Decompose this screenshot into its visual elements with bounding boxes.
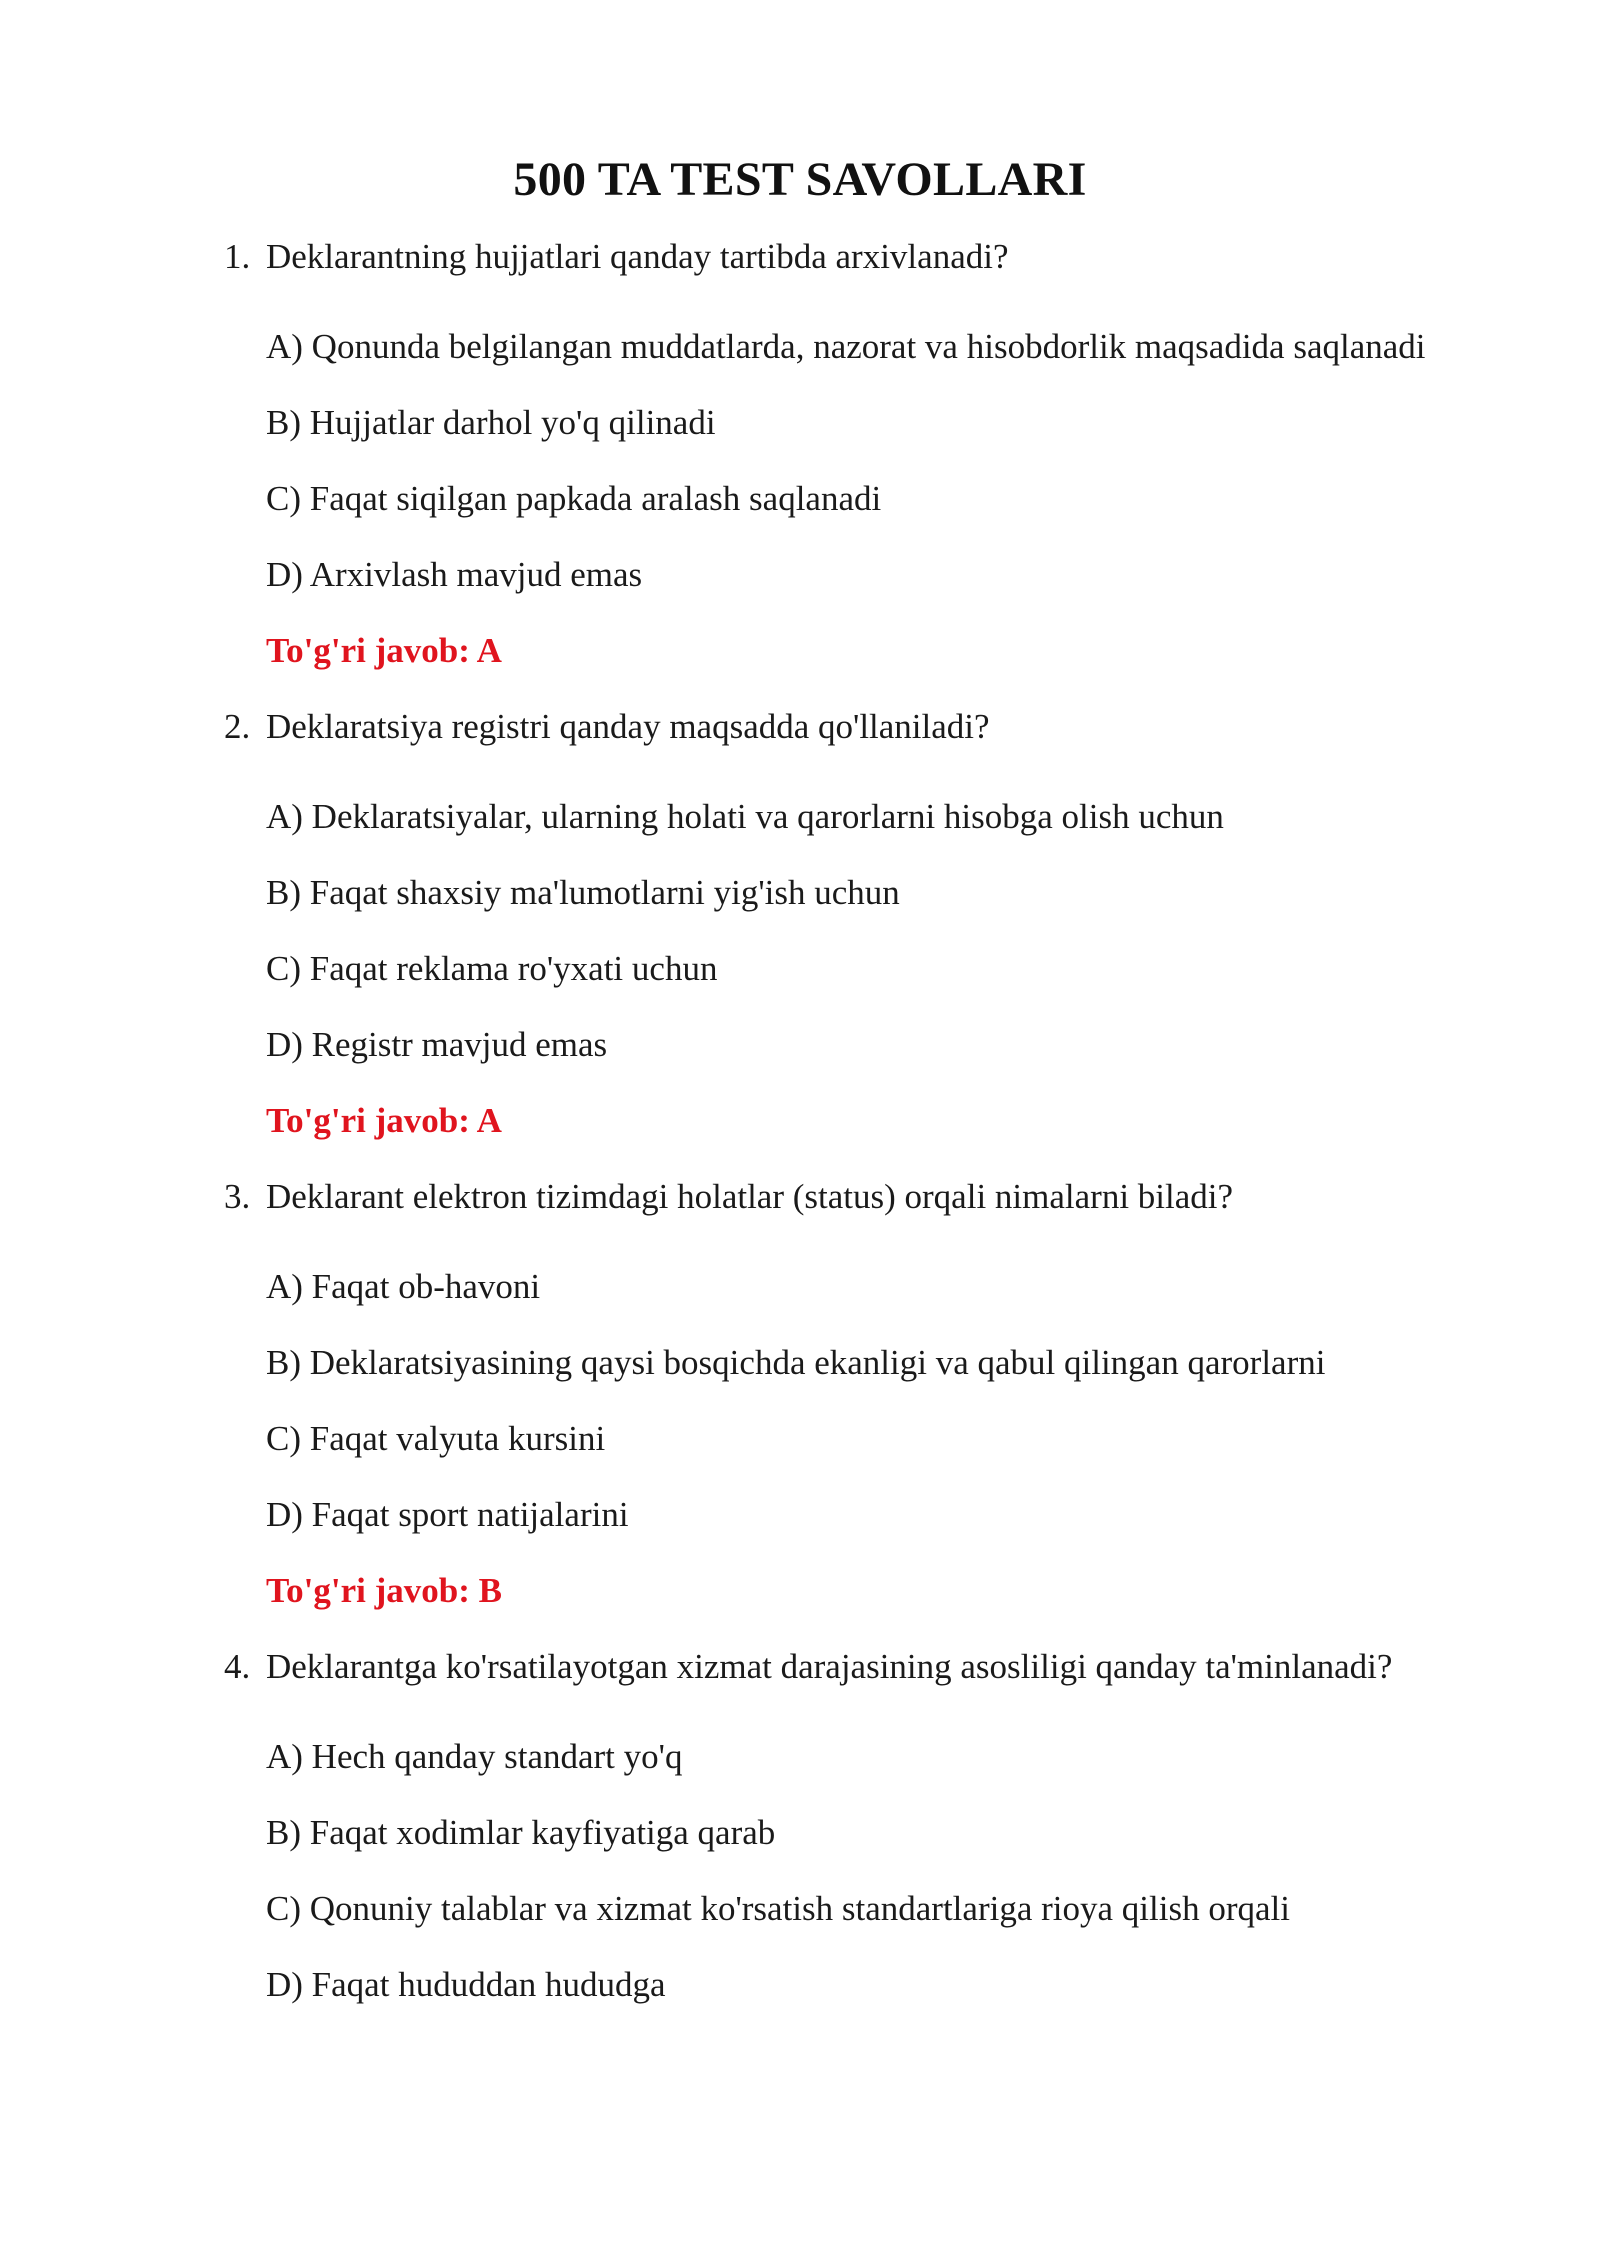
option-c: C) Qonuniy talablar va xizmat ko'rsatish standartlariga rioya qilish orqali [266,1889,1290,1928]
question-heading [224,1172,1484,1222]
option-b: B) Hujjatlar darhol yo'q qilinadi [266,403,716,442]
option-list [224,1262,1484,1540]
option-b: B) Faqat xodimlar kayfiyatiga qarab [266,1813,776,1852]
option-c: C) Faqat reklama ro'yxati uchun [266,949,718,988]
question-heading [224,1642,1484,1692]
option-list [224,1732,1484,2010]
option-a: A) Qonunda belgilangan muddatlarda, nazorat va hisobdorlik maqsadida saqlanadi [266,327,1426,366]
question-text: Deklaratsiya registri qanday maqsadda qo'llaniladi? [266,707,990,746]
question-2 [224,702,1484,1146]
question-text: Deklarantga ko'rsatilayotgan xizmat darajasining asosliligi qanday ta'minlanadi? [266,1647,1393,1686]
question-list [224,232,1484,2036]
option-list [224,322,1484,600]
option-d: D) Registr mavjud emas [266,1025,608,1064]
page-title: 500 TA TEST SAVOLLARI [513,153,1087,206]
option-c: C) Faqat valyuta kursini [266,1419,606,1458]
option-b: B) Deklaratsiyasining qaysi bosqichda ekanligi va qabul qilingan qarorlarni [266,1343,1326,1382]
option-a: A) Hech qanday standart yo'q [266,1737,683,1776]
option-d: D) Faqat sport natijalarini [266,1495,629,1534]
correct-answer: To'g'ri javob: B [266,1571,502,1610]
question-4 [224,1642,1484,2010]
option-list [224,792,1484,1070]
correct-answer: To'g'ri javob: A [266,631,502,670]
question-number: 1. [224,237,251,276]
option-c: C) Faqat siqilgan papkada aralash saqlanadi [266,479,882,518]
question-number: 2. [224,707,251,746]
question-heading [224,232,1484,282]
question-1 [224,232,1484,676]
question-text: Deklarant elektron tizimdagi holatlar (status) orqali nimalarni biladi? [266,1177,1234,1216]
question-number: 3. [224,1177,251,1216]
option-a: A) Deklaratsiyalar, ularning holati va qarorlarni hisobga olish uchun [266,797,1224,836]
correct-answer: To'g'ri javob: A [266,1101,502,1140]
option-d: D) Faqat hududdan hududga [266,1965,666,2004]
option-d: D) Arxivlash mavjud emas [266,555,643,594]
option-a: A) Faqat ob-havoni [266,1267,541,1306]
question-3 [224,1172,1484,1616]
question-heading [224,702,1484,752]
question-number: 4. [224,1647,251,1686]
option-b: B) Faqat shaxsiy ma'lumotlarni yig'ish uchun [266,873,900,912]
question-text: Deklarantning hujjatlari qanday tartibda arxivlanadi? [266,237,1009,276]
